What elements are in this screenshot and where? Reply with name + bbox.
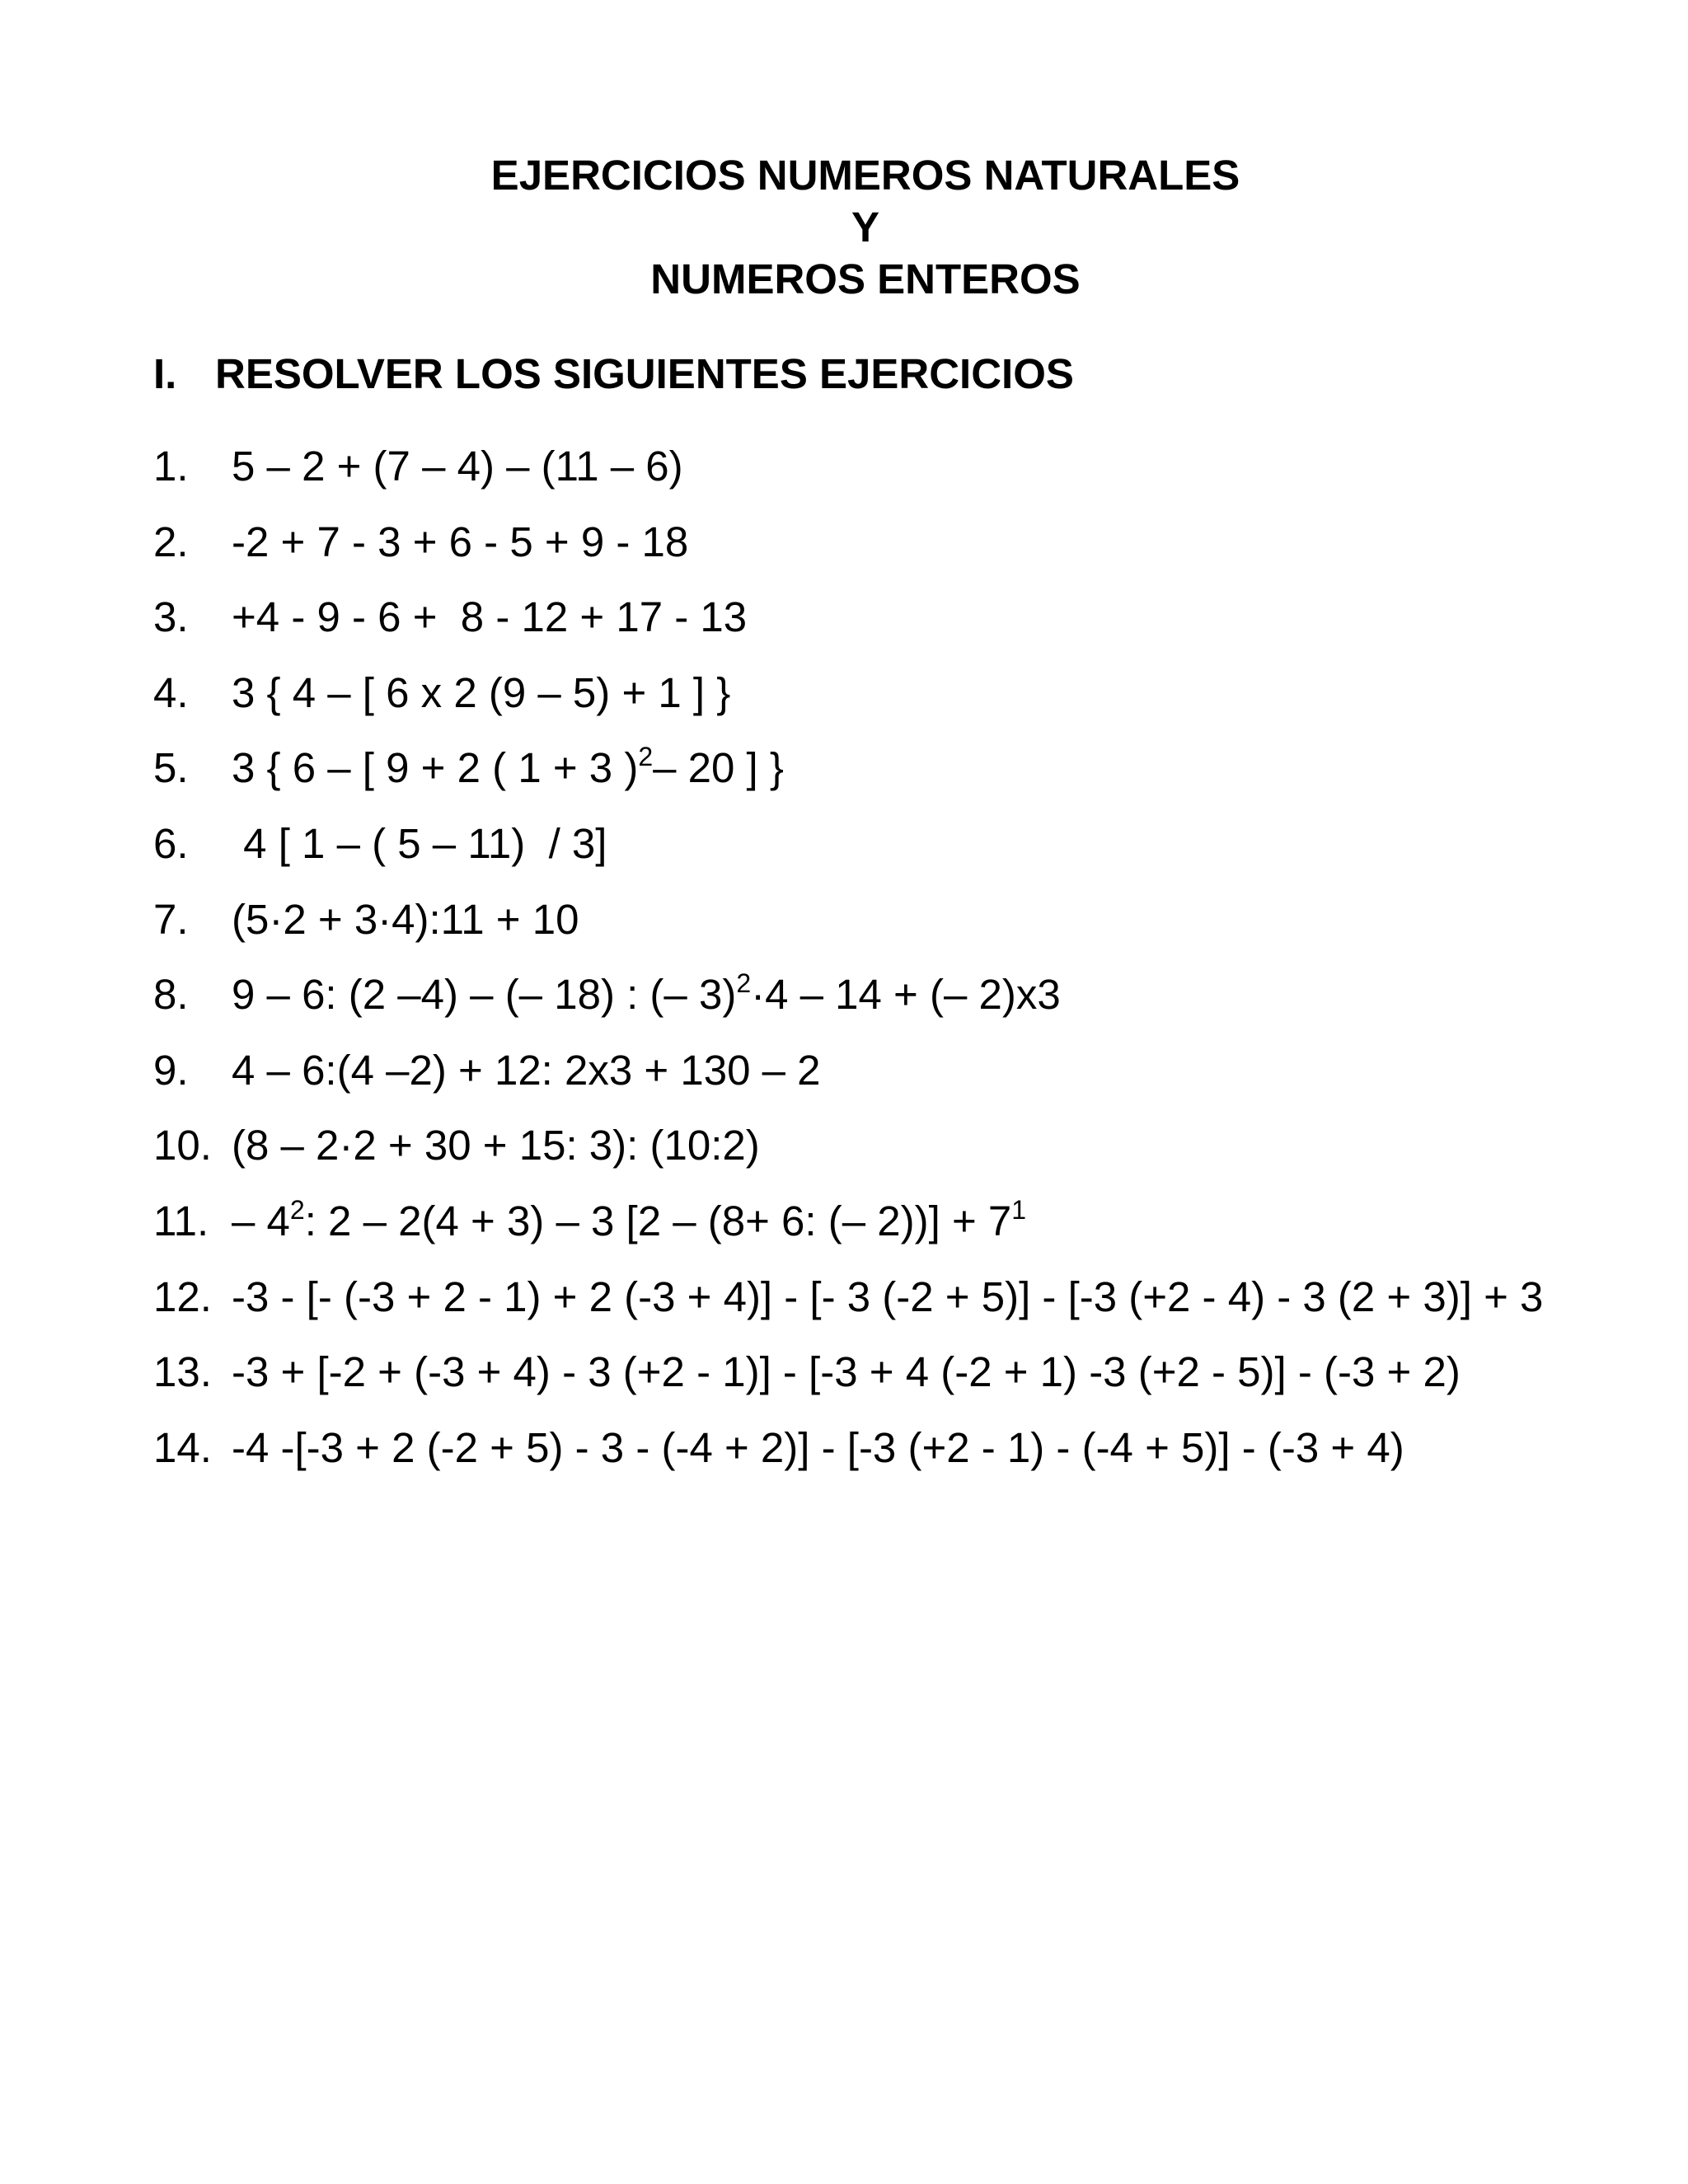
exercise-item (153, 1196, 1543, 1272)
exercise-item (153, 668, 1543, 743)
exercise-number: 10. (153, 1122, 212, 1169)
exercise-number: 2. (153, 518, 189, 565)
exponent: 2 (289, 1194, 305, 1225)
exercise-expression (232, 518, 688, 565)
section-heading (153, 349, 1074, 399)
exercise-item (153, 894, 1543, 970)
exercise-item (153, 517, 1543, 593)
title-line-1: EJERCICIOS NUMEROS NATURALES (490, 152, 1240, 199)
exercise-number: 6. (153, 819, 189, 867)
expression-text: -3 - [- (-3 + 2 - 1) + 2 (-3 + 4)] - [- 3 (-2 + 5)] - [-3 (+2 - 4) - 3 (2 + 3)] + 3 (232, 1272, 1544, 1320)
expression-text: 3 { 6 – [ 9 + 2 ( 1 + 3 ) (232, 744, 639, 792)
exercise-item (153, 1120, 1543, 1196)
exercise-item (153, 1422, 1543, 1498)
exercise-number: 13. (153, 1348, 212, 1396)
exercise-item (153, 592, 1543, 668)
exercise-number: 7. (153, 895, 189, 943)
exercise-item (153, 818, 1543, 894)
exercise-item (153, 1272, 1543, 1347)
exercise-item (153, 441, 1543, 517)
exponent: 1 (1011, 1194, 1027, 1225)
exercise-expression (232, 1273, 1543, 1320)
exercise-number: 4. (153, 668, 189, 716)
expression-text: 5 – 2 + (7 – 4) – (11 – 6) (232, 443, 683, 490)
exercise-expression (232, 968, 1061, 1019)
exercise-expression (232, 593, 747, 640)
section-numeral: I. (153, 350, 177, 397)
expression-text: – 4 (232, 1197, 290, 1244)
expression-text: – 20 ] } (653, 744, 784, 792)
exercise-expression (232, 1424, 1404, 1471)
exercise-expression (232, 443, 683, 490)
section-heading-text: RESOLVER LOS SIGUIENTES EJERCICIOS (215, 350, 1074, 397)
expression-text: (8 – 2·2 + 30 + 15: 3): (10:2) (232, 1122, 760, 1169)
exercise-expression (232, 896, 579, 943)
expression-text: ·4 – 14 + (– 2)x3 (751, 971, 1061, 1019)
exercise-number: 14. (153, 1423, 212, 1471)
expression-text: (5·2 + 3·4):11 + 10 (232, 895, 579, 943)
title-line-2: Y (851, 204, 880, 251)
exercise-list (153, 441, 1543, 1497)
exercise-expression (232, 820, 607, 867)
expression-text: 4 – 6:(4 –2) + 12: 2x3 + 130 – 2 (232, 1046, 821, 1094)
exercise-number: 9. (153, 1046, 189, 1094)
expression-text: 3 { 4 – [ 6 x 2 (9 – 5) + 1 ] } (232, 668, 731, 716)
expression-text: -2 + 7 - 3 + 6 - 5 + 9 - 18 (232, 518, 689, 565)
exercise-expression (232, 1194, 1027, 1244)
exercise-expression (232, 1047, 821, 1094)
exercise-item (153, 743, 1543, 818)
exercise-number: 12. (153, 1272, 212, 1320)
exercise-expression (232, 1348, 1461, 1395)
exponent: 2 (638, 742, 654, 772)
title-line-3: NUMEROS ENTEROS (650, 255, 1081, 302)
exercise-number: 1. (153, 443, 189, 490)
exercise-number: 11. (153, 1197, 209, 1244)
exercise-item (153, 1045, 1543, 1121)
expression-text: 9 – 6: (2 –4) – (– 18) : (– 3) (232, 971, 737, 1019)
exercise-number: 5. (153, 744, 189, 792)
exercise-number: 8. (153, 971, 189, 1019)
exercise-number: 3. (153, 593, 189, 641)
exercise-expression (232, 744, 784, 791)
expression-text: -3 + [-2 + (-3 + 4) - 3 (+2 - 1)] - [-3 + 4 (-2 + 1) -3 (+2 - 5)] - (-3 + 2) (232, 1348, 1461, 1396)
expression-text: -4 -[-3 + 2 (-2 + 5) - 3 - (-4 + 2)] - [-3 (+2 - 1) - (-4 + 5)] - (-3 + 4) (232, 1423, 1404, 1471)
expression-text: : 2 – 2(4 + 3) – 3 [2 – (8+ 6: (– 2))] + 7 (304, 1197, 1012, 1244)
exercise-item (153, 969, 1543, 1045)
expression-text: +4 - 9 - 6 + 8 - 12 + 17 - 13 (232, 593, 748, 641)
exercise-item (153, 1347, 1543, 1422)
exponent: 2 (736, 968, 752, 999)
exercise-expression (232, 669, 730, 716)
expression-text: 4 [ 1 – ( 5 – 11) / 3] (232, 819, 607, 867)
exercise-expression (232, 1122, 760, 1169)
